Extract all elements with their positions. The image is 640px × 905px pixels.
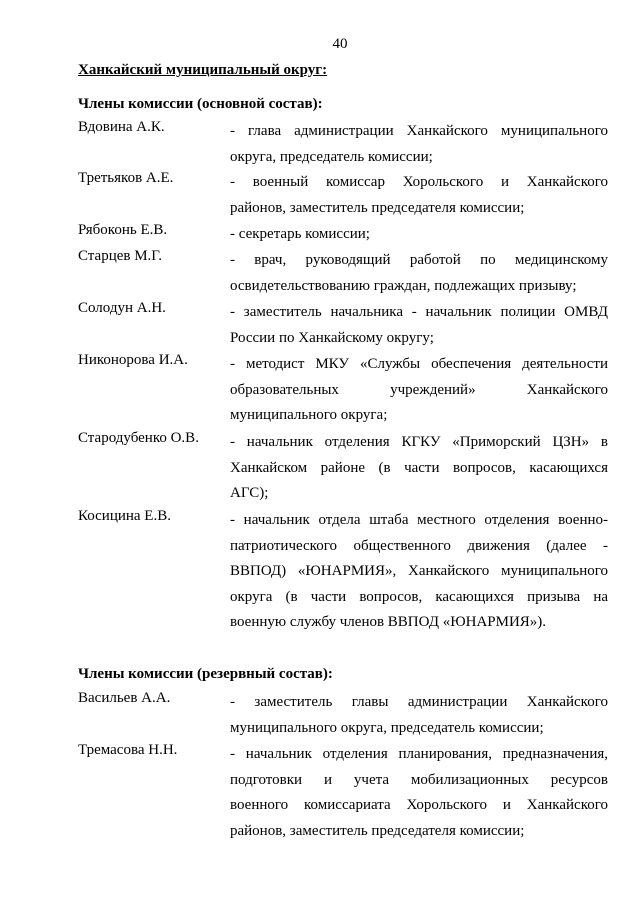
member-role-line: - заместитель начальника - начальник полиции ОМВД <box>230 304 608 320</box>
member-name: Рябоконь Е.В. <box>78 222 168 238</box>
member-role-line: образовательных учреждений» Ханкайского <box>230 381 608 398</box>
member-role-line: округа (в части вопросов, касающихся призыва на <box>230 588 608 605</box>
member-role-line: муниципального округа; <box>230 407 388 423</box>
member-name: Васильев А.А. <box>78 690 171 706</box>
member-name: Третьяков А.Е. <box>78 170 174 186</box>
member-role-line: АГС); <box>230 485 269 501</box>
member-role <box>230 222 608 248</box>
member-role <box>230 300 608 351</box>
reserve-section-title: Члены комиссии (резервный состав): <box>78 666 333 682</box>
member-name: Никонорова И.А. <box>78 352 188 368</box>
member-role-line: - начальник отделения КГКУ «Приморский ЦЗН» в <box>230 434 608 450</box>
member-role-line: районов, заместитель председателя комиссии; <box>230 199 525 216</box>
member-role <box>230 508 608 636</box>
member-name: Солодун А.Н. <box>78 300 166 316</box>
member-name: Вдовина А.К. <box>78 119 165 135</box>
member-role-line: военную службу членов ВВПОД «ЮНАРМИЯ»). <box>230 614 547 630</box>
member-role-line: - врач, руководящий работой по медицинскому <box>230 252 608 268</box>
member-role-line: освидетельствованию граждан, подлежащих призыву; <box>230 277 577 294</box>
page-number: 40 <box>332 36 348 52</box>
main-section-title: Члены комиссии (основной состав): <box>78 96 323 112</box>
member-role <box>230 119 608 170</box>
member-role-line: ВВПОД) «ЮНАРМИЯ», Ханкайского муниципального <box>230 563 608 579</box>
member-role-line: районов, заместитель председателя комиссии; <box>230 822 525 839</box>
member-name: Тремасова Н.Н. <box>78 742 178 758</box>
member-role-line: - военный комиссар Хорольского и Ханкайского <box>230 174 608 190</box>
member-role-line: - глава администрации Ханкайского муниципального <box>230 123 608 139</box>
member-role-line: - секретарь комиссии; <box>230 226 370 242</box>
member-name: Старцев М.Г. <box>78 248 163 264</box>
member-role-line: - начальник отдела штаба местного отделения военно- <box>230 512 608 528</box>
member-name: Стародубенко О.В. <box>78 430 199 446</box>
member-role-line: патриотического общественного движения (далее - <box>230 537 608 554</box>
member-name: Косицина Е.В. <box>78 508 171 524</box>
member-role-line: Ханкайском районе (в части вопросов, касающихся <box>230 459 608 476</box>
member-role-line: военного комиссариата Хорольского и Ханкайского <box>230 797 608 813</box>
member-role <box>230 690 608 741</box>
member-role <box>230 352 608 429</box>
member-role <box>230 742 608 844</box>
member-role-line: России по Ханкайскому округу; <box>230 329 434 346</box>
member-role-line: округа, председатель комиссии; <box>230 148 433 165</box>
member-role <box>230 430 608 507</box>
member-role-line: - начальник отделения планирования, предназначения, <box>230 746 608 762</box>
member-role <box>230 170 608 221</box>
member-role-line: - заместитель главы администрации Ханкайского <box>230 694 608 710</box>
member-role-line: - методист МКУ «Службы обеспечения деятельности <box>230 356 608 372</box>
member-role <box>230 248 608 299</box>
member-role-line: муниципального округа, председатель комиссии; <box>230 719 544 736</box>
member-role-line: подготовки и учета мобилизационных ресурсов <box>230 771 608 788</box>
district-title: Ханкайский муниципальный округ: <box>78 62 328 78</box>
